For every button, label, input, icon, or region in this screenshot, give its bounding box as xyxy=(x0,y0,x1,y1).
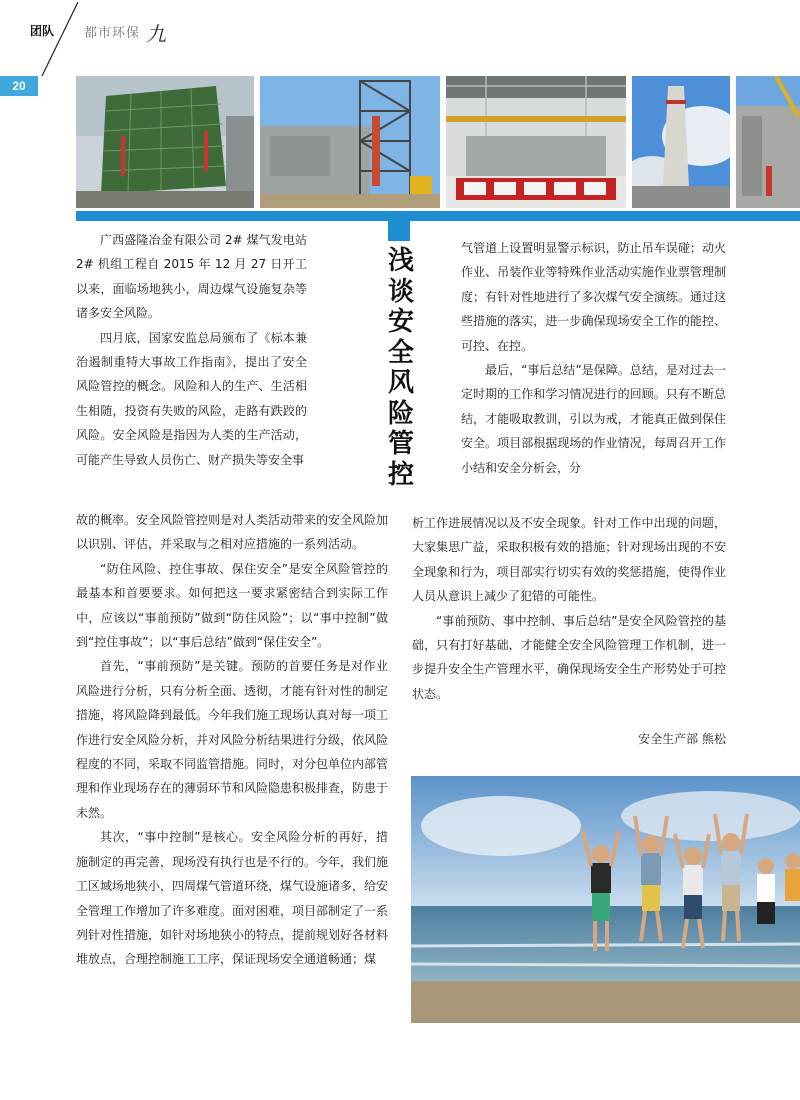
header-slash-decoration xyxy=(40,2,120,82)
construction-photo-3 xyxy=(446,76,626,208)
title-char: 安 xyxy=(387,307,414,337)
body-column-right-bottom xyxy=(412,511,726,706)
chimney-photo xyxy=(632,76,730,208)
magazine-logo-char: 九 xyxy=(146,22,166,46)
paragraph-control: 其次，“事中控制”是核心。安全风险分析的再好，措施制定的再完善，现场没有执行也是不行的。今年，我们施工区域场地狭小，四周煤气管道环绕，煤气设施诸多，给安全管理工作增加了许多难度。面对困难，项目部制定了一系列针对性措施，如针对场地狭小的特点，提前规划好各材料堆放点，合理控制施工工序，保证现场安全通道畅通；煤 xyxy=(76,830,389,967)
building-crane-photo xyxy=(736,76,800,208)
paragraph-background-cont: 故的概率。安全风险管控则是对人类活动带来的安全风险加以识别、评估，并采取与之相对应措施的一系列活动。 xyxy=(76,513,389,552)
accent-band xyxy=(76,211,800,221)
paragraph-summary: 最后，“事后总结”是保障。总结，是对过去一定时期的工作和学习情况进行的回顾。只有不断总结，才能吸取教训，引以为戒，才能真正做到保住安全。项目部根据现场的作业情况，每周召开工作小结和安全分析会，分 xyxy=(461,363,726,475)
title-char: 浅 xyxy=(387,246,414,276)
title-char: 险 xyxy=(387,398,414,429)
construction-photo-2 xyxy=(260,76,440,208)
team-beach-photo xyxy=(411,776,800,1023)
paragraph-background: 四月底，国家安监总局颁布了《标本兼治遏制重特大事故工作指南》，提出了安全风险管控的概念。风险和人的生产、生活相生相随，投资有失败的风险，走路有跌跤的风险。安全风险是指因为人类的生产活动，可能产生导致人员伤亡、财产损失等安全事 xyxy=(76,330,307,467)
paragraph-conclusion: “事前预防、事中控制、事后总结”是安全风险管控的基础，只有打好基础，才能健全安全风险管理工作机制，进一步提升安全生产管理水平，确保现场安全生产形势处于可控状态。 xyxy=(412,613,726,701)
body-column-left-bottom xyxy=(76,508,388,972)
body-column-left-top xyxy=(76,228,307,472)
title-char: 谈 xyxy=(387,276,414,307)
title-accent-block xyxy=(388,211,410,241)
title-char: 控 xyxy=(387,459,414,490)
construction-photo-1 xyxy=(76,76,254,208)
article-author: 安全生产部 熊松 xyxy=(638,732,726,746)
page-number: 20 xyxy=(0,76,38,96)
paragraph-summary-cont: 析工作进展情况以及不安全现象。针对工作中出现的问题，大家集思广益，采取积极有效的措施；针对现场出现的不安全现象和行为，项目部实行切实有效的奖惩措施，使得作业人员从意识上减少了犯错的可能性。 xyxy=(412,516,726,604)
title-char: 全 xyxy=(387,337,414,368)
article-title xyxy=(384,246,418,490)
title-char: 风 xyxy=(387,368,414,398)
paragraph-intro: 广西盛隆冶金有限公司 2# 煤气发电站 2# 机组工程自 2015 年 12 月 27 日开工以来，面临场地狭小，周边煤气设施复杂等诸多安全风险。 xyxy=(76,233,307,321)
paragraph-prevention: 首先，“事前预防”是关键。预防的首要任务是对作业风险进行分析，只有分析全面、透彻，才能有针对性的制定措施，将风险降到最低。今年我们施工现场认真对每一项工作进行安全风险分析，并对风险分析结果进行分级，依风险程度的不同，采取不同监管措施。同时，对分包单位内部管理和作业现场存在的薄弱环节和风险隐患积极排查，防患于未然。 xyxy=(76,659,389,820)
paragraph-requirements: “防住风险、控住事故、保住安全”是安全风险管控的最基本和首要要求。如何把这一要求紧密结合到实际工作中，应该以“事前预防”做到“防住风险”；以“事中控制”做到“控住事故”；以“事后总结”做到“保住安全”。 xyxy=(76,561,388,650)
magazine-name: 都市环保 xyxy=(84,26,141,41)
body-column-right-top xyxy=(461,236,726,480)
section-label: 团队 xyxy=(30,24,55,38)
title-char: 管 xyxy=(387,429,414,459)
paragraph-control-cont: 气管道上设置明显警示标识，防止吊车误碰；动火作业、吊装作业等特殊作业活动实施作业票管理制度；有针对性地进行了多次煤气安全演练。通过这些措施的落实，进一步确保现场安全工作的能控、可控、在控。 xyxy=(461,241,726,353)
